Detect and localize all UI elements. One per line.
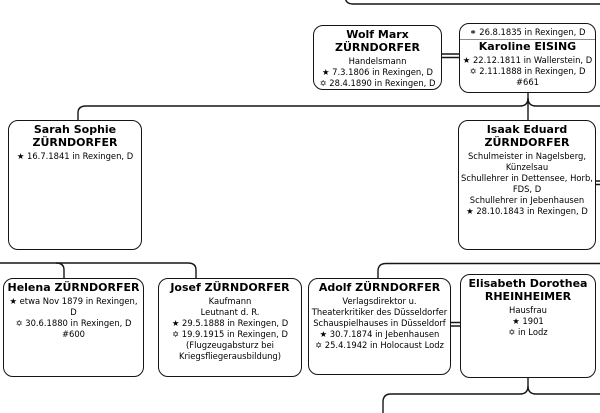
- person-box-karoline-eising[interactable]: [459, 23, 596, 93]
- descent-line-below-elisabeth-left: [383, 378, 528, 413]
- person-detail-line: ✡ 2.11.1888 in Rexingen, D: [469, 65, 586, 76]
- person-name: Adolf ZÜRNDORFER: [318, 281, 441, 294]
- person-name: Elisabeth Dorothea RHEINHEIMER: [468, 277, 588, 303]
- person-box-sarah-sophie-zuerndorfer[interactable]: [8, 120, 142, 250]
- person-name: Isaak Eduard ZÜRNDORFER: [484, 123, 570, 149]
- person-detail-line: Verlagsdirektor u. Theaterkritiker des Düsseldorfer Schauspielhauses in Düsseldorf: [311, 295, 448, 329]
- person-name: Helena ZÜRNDORFER: [7, 281, 140, 294]
- person-box-wolf-marx-zuerndorfer[interactable]: [313, 25, 442, 90]
- marriage-line-wolf-karoline: [442, 54, 459, 58]
- person-details: [461, 151, 593, 218]
- person-detail-line: ★ 1901: [512, 316, 544, 327]
- marriage-info-row: ⚭ 26.8.1835 in Rexingen, D: [460, 27, 595, 40]
- person-box-josef-zuerndorfer[interactable]: [158, 278, 302, 377]
- marriage-line-adolf-elisabeth: [451, 323, 460, 327]
- person-details: [463, 305, 593, 338]
- person-details: [6, 296, 141, 340]
- sibling-line-helena-josef: [0, 263, 196, 278]
- drop-line-helena: [56, 263, 64, 278]
- person-detail-line: ★ 22.12.1811 in Wallerstein, D: [462, 54, 593, 65]
- person-detail-line: (Flugzeugabsturz bei Kriegsfliegerausbildung): [178, 340, 282, 362]
- person-name: Sarah Sophie ZÜRNDORFER: [32, 123, 118, 149]
- person-detail-line: ✡ 25.4.1942 in Holocaust Lodz: [315, 340, 444, 351]
- person-detail-line: Hausfrau: [509, 304, 547, 315]
- person-details: [462, 55, 593, 88]
- person-box-isaak-eduard-zuerndorfer[interactable]: [458, 120, 596, 250]
- person-box-elisabeth-dorothea-rheinheimer[interactable]: [460, 274, 596, 378]
- descent-line-below-elisabeth-right: [528, 386, 600, 394]
- person-detail-line: #600: [61, 329, 85, 340]
- person-details: [311, 296, 448, 351]
- person-detail-line: ✡ 30.6.1880 in Rexingen, D: [15, 318, 132, 329]
- person-box-adolf-zuerndorfer[interactable]: [308, 278, 451, 375]
- person-detail-line: ★ 29.5.1888 in Rexingen, D: [171, 318, 289, 329]
- person-detail-line: ★ 16.7.1841 in Rexingen, D: [16, 150, 134, 161]
- person-detail-line: Handelsmann: [348, 55, 407, 66]
- person-detail-line: Schulmeister in Nagelsberg, Künzelsau: [467, 150, 586, 173]
- person-detail-line: Leutnant d. R.: [200, 307, 260, 318]
- person-detail-line: ★ 28.10.1843 in Rexingen, D: [466, 206, 588, 217]
- person-detail-line: #661: [515, 77, 539, 88]
- person-detail-line: ★ 30.7.1874 in Jebenhausen: [319, 329, 440, 340]
- offscreen-top-connector: [345, 0, 600, 4]
- person-detail-line: ✡ 28.4.1890 in Rexingen, D: [319, 78, 436, 89]
- person-name: Josef ZÜRNDORFER: [170, 281, 290, 294]
- person-name: Karoline EISING: [478, 39, 577, 53]
- person-details: [161, 296, 299, 363]
- person-box-helena-zuerndorfer[interactable]: [3, 278, 144, 377]
- person-detail-line: Kaufmann: [208, 295, 252, 306]
- person-detail-line: ✡ in Lodz: [508, 327, 548, 338]
- sibling-line-left-to-sarah: [78, 98, 528, 120]
- person-detail-line: Schullehrer in Dettensee, Horb, FDS, D: [461, 173, 593, 195]
- person-detail-line: ✡ 19.9.1915 in Rexingen, D: [172, 329, 288, 340]
- person-name: Wolf Marx ZÜRNDORFER: [334, 28, 421, 54]
- person-detail-line: ★ 7.3.1806 in Rexingen, D: [321, 67, 433, 78]
- marriage-line-isaak-offscreen: [596, 181, 600, 185]
- person-detail-line: ★ etwa Nov 1879 in Rexingen, D: [9, 295, 138, 318]
- sibling-line-right-offscreen: [528, 98, 600, 106]
- person-details: [11, 151, 139, 162]
- person-detail-line: Schullehrer in Jebenhausen: [469, 195, 585, 206]
- person-details: [316, 56, 439, 89]
